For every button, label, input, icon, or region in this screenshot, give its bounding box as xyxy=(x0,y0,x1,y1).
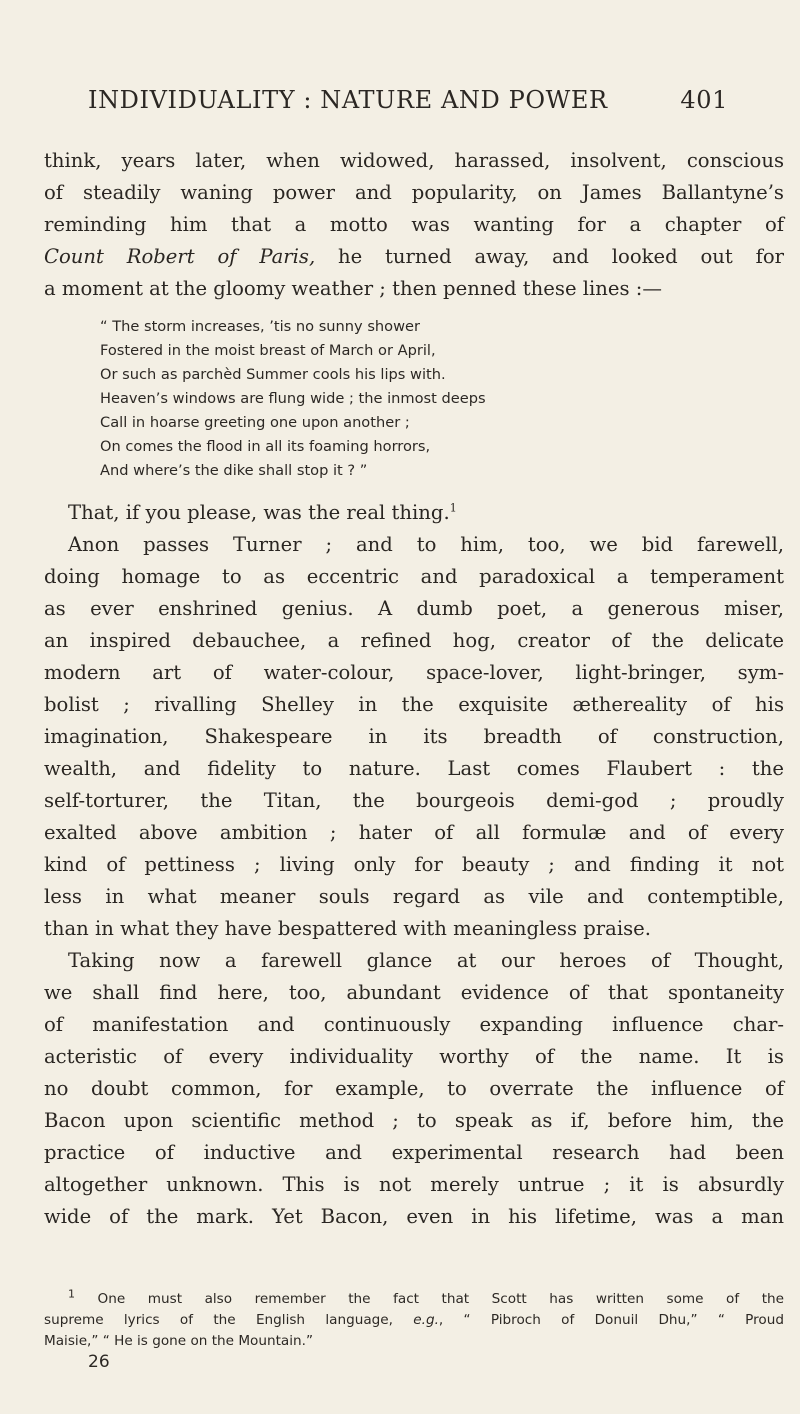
poem-line: Or such as parchèd Summer cools his lips with. xyxy=(100,366,446,383)
text-span: supreme lyrics of the English language, xyxy=(44,1312,414,1328)
poem-quotation xyxy=(44,315,784,483)
poem-line: Heaven’s windows are flung wide ; the inmost deeps xyxy=(100,390,486,407)
text-span: One must also remember the fact that Scott has written some of the xyxy=(97,1291,784,1307)
text-line: of manifestation and continuously expanding influence char- xyxy=(44,1013,784,1036)
text-line: kind of pettiness ; living only for beauty ; and finding it not xyxy=(44,853,784,876)
poem-line: Fostered in the moist breast of March or April, xyxy=(100,342,436,359)
text-line: we shall find here, too, abundant evidence of that spontaneity xyxy=(44,981,784,1004)
text-line: a moment at the gloomy weather ; then penned these lines :— xyxy=(44,277,662,300)
text-line: exalted above ambition ; hater of all formulæ and of every xyxy=(44,821,784,844)
footnote-ref: 1 xyxy=(449,501,457,515)
text-line: doing homage to as eccentric and paradoxical a temperament xyxy=(44,565,784,588)
body-text xyxy=(44,145,784,1233)
running-head-title: INDIVIDUALITY : NATURE AND POWER xyxy=(88,86,608,114)
text-span: , “ Pibroch of Donuil Dhu,” “ Proud xyxy=(438,1312,784,1328)
text-line xyxy=(44,241,784,273)
footnote-marker: 1 xyxy=(68,1287,75,1301)
text-line: modern art of water-colour, space-lover, light-bringer, sym- xyxy=(44,661,784,684)
text-line: no doubt common, for example, to overrate the influence of xyxy=(44,1077,784,1100)
paragraph-real-thing xyxy=(44,497,784,529)
text-line: Taking now a farewell glance at our heroes of Thought, xyxy=(68,949,784,972)
text-line: wide of the mark. Yet Bacon, even in his lifetime, was a man xyxy=(44,1205,784,1228)
poem-line: Call in hoarse greeting one upon another ; xyxy=(100,414,410,431)
paragraph-heroes-of-thought xyxy=(44,945,784,1233)
text-line: as ever enshrined genius. A dumb poet, a generous miser, xyxy=(44,597,784,620)
text-line: practice of inductive and experimental research had been xyxy=(44,1141,784,1164)
footnote-line: Maisie,” “ He is gone on the Mountain.” xyxy=(44,1333,314,1349)
text-line xyxy=(44,497,784,529)
signature-mark: 26 xyxy=(88,1352,110,1372)
abbreviation: e.g. xyxy=(413,1312,439,1328)
page-number: 401 xyxy=(680,86,728,114)
paragraph-turner-flaubert xyxy=(44,529,784,945)
text-line: than in what they have bespattered with meaningless praise. xyxy=(44,917,651,940)
text-line: Anon passes Turner ; and to him, too, we bid farewell, xyxy=(68,533,784,556)
text-line: wealth, and fidelity to nature. Last comes Flaubert : the xyxy=(44,757,784,780)
paragraph-scott xyxy=(44,145,784,305)
poem-line: On comes the flood in all its foaming horrors, xyxy=(100,438,431,455)
text-line: bolist ; rivalling Shelley in the exquisite æthereality of his xyxy=(44,693,784,716)
text-line: reminding him that a motto was wanting for a chapter of xyxy=(44,213,784,236)
text-line: think, years later, when widowed, harassed, insolvent, conscious xyxy=(44,149,784,172)
text-span: he turned away, and looked out for xyxy=(315,245,784,268)
text-line: acteristic of every individuality worthy of the name. It is xyxy=(44,1045,784,1068)
text-line: an inspired debauchee, a refined hog, creator of the delicate xyxy=(44,629,784,652)
footnote-line xyxy=(44,1289,784,1310)
poem-line: And where’s the dike shall stop it ? ” xyxy=(100,462,368,479)
text-line: imagination, Shakespeare in its breadth of construction, xyxy=(44,725,784,748)
text-line: of steadily waning power and popularity, on James Ballantyne’s xyxy=(44,181,784,204)
poem-line: “ The storm increases, ’tis no sunny shower xyxy=(100,318,421,335)
text-line: less in what meaner souls regard as vile and contemptible, xyxy=(44,885,784,908)
text-line: altogether unknown. This is not merely untrue ; it is absurdly xyxy=(44,1173,784,1196)
footnote-line xyxy=(44,1310,784,1331)
text-line: Bacon upon scientific method ; to speak as if, before him, the xyxy=(44,1109,784,1132)
book-title: Count Robert of Paris, xyxy=(44,245,316,268)
text-span: That, if you please, was the real thing. xyxy=(68,501,450,524)
footnote xyxy=(44,1289,784,1352)
running-head xyxy=(88,86,728,126)
text-line: self-torturer, the Titan, the bourgeois demi-god ; proudly xyxy=(44,789,784,812)
